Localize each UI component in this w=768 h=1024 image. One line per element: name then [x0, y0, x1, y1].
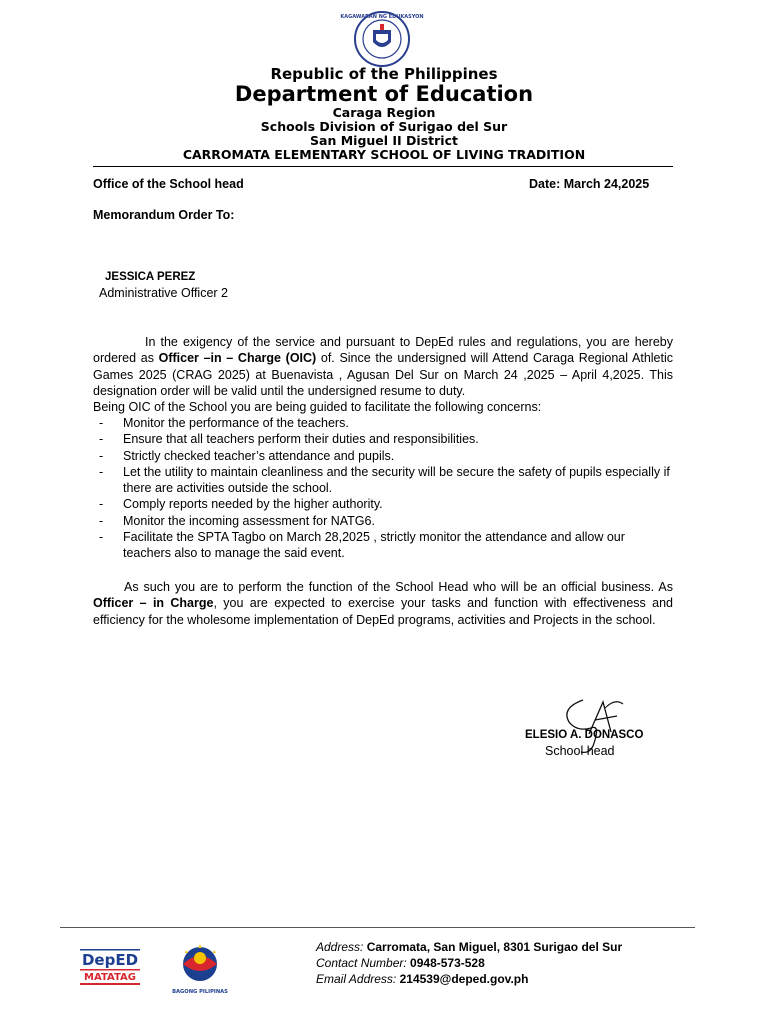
- district-heading: San Miguel II District: [310, 133, 458, 148]
- memo-to-label: Memorandum Order To:: [93, 208, 235, 222]
- paragraph-concerns-intro: Being OIC of the School you are being guided to facilitate the following concerns:: [93, 400, 542, 414]
- svg-text:KAGAWARAN NG EDUKASYON: KAGAWARAN NG EDUKASYON: [340, 14, 424, 20]
- paragraph-function: As such you are to perform the function of the School Head who will be an official business. As Officer – in Charge, you are expected to exercise your tasks and function with effectiveness and efficiency for the wholesome implementation of DepEd programs, activities and Projects in the school.: [93, 580, 673, 627]
- memo-date: Date: March 24,2025: [529, 177, 650, 191]
- list-item: - Comply reports needed by the higher authority.: [99, 497, 383, 512]
- school-heading: CARROMATA ELEMENTARY SCHOOL OF LIVING TRADITION: [182, 147, 586, 162]
- svg-text:MATATAG: MATATAG: [84, 972, 136, 983]
- concerns-list: [93, 415, 673, 562]
- recipient-position: Administrative Officer 2: [99, 286, 228, 300]
- region-heading: Caraga Region: [332, 105, 436, 120]
- list-item: - Facilitate the SPTA Tagbo on March 28,2025 , strictly monitor the attendance and allow our teachers also to manage the said event.: [99, 530, 625, 561]
- footer-email[interactable]: Email Address: 214539@deped.gov.ph: [316, 972, 529, 986]
- department-heading: Department of Education: [234, 82, 534, 106]
- recipient-name: JESSICA PEREZ: [105, 271, 196, 283]
- list-item: - Let the utility to maintain cleanliness and the security will be secure the safety of pupils especially if there are activities outside the school.: [99, 464, 670, 496]
- bagong-pilipinas-logo: [170, 938, 230, 996]
- svg-text:BAGONG PILIPINAS: BAGONG PILIPINAS: [172, 989, 228, 995]
- list-item: - Monitor the incoming assessment for NATG6.: [99, 513, 375, 528]
- office-label: Office of the School head: [93, 177, 244, 191]
- division-heading: Schools Division of Surigao del Sur: [260, 119, 508, 134]
- signatory-title: School head: [545, 744, 615, 758]
- deped-seal-logo: [340, 10, 424, 68]
- footer-divider: [60, 927, 695, 928]
- deped-matatag-logo: [78, 946, 142, 988]
- header-divider: [93, 166, 673, 167]
- list-item: - Ensure that all teachers perform their duties and responsibilities.: [99, 432, 479, 447]
- footer-contact: Contact Number: 0948-573-528: [316, 956, 485, 970]
- footer-address: Address: Carromata, San Miguel, 8301 Surigao del Sur: [316, 940, 623, 954]
- signatory-name: ELESIO A. DONASCO: [525, 729, 644, 741]
- republic-heading: Republic of the Philippines: [270, 65, 498, 83]
- svg-text:DepED: DepED: [81, 951, 139, 969]
- list-item: - Strictly checked teacher’s attendance and pupils.: [99, 448, 395, 463]
- paragraph-designation: In the exigency of the service and pursuant to DepEd rules and regulations, you are hereby ordered as Officer –in – Charge (OIC) of. Since the undersigned will Attend Caraga Regional Athletic Games 2025 (CRAG 2025) at Buenavista , Agusan Del Sur on March 24 ,2025 – April 4,2025. This designation order will be valid until the undersigned resume to duty.: [93, 335, 674, 398]
- list-item: - Monitor the performance of the teachers.: [99, 416, 349, 430]
